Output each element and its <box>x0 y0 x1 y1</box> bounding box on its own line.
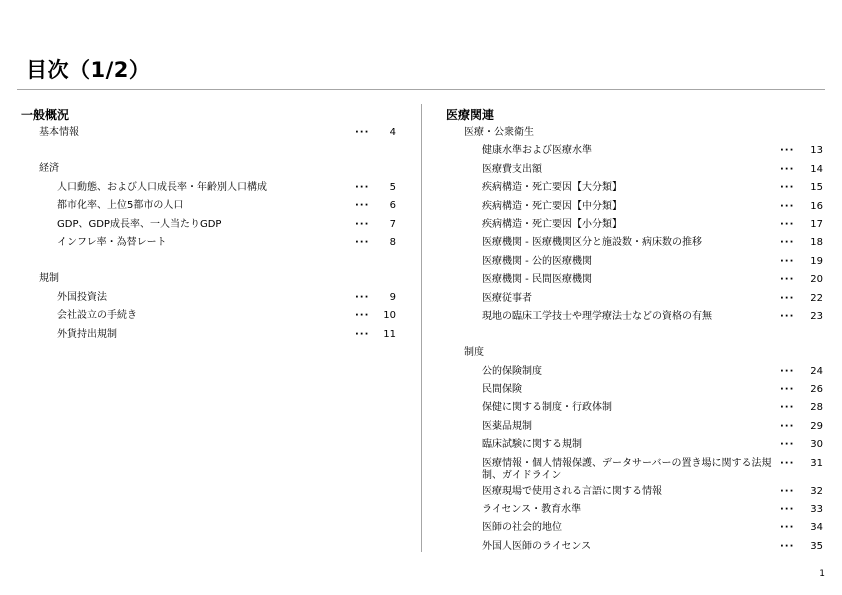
toc-entry-label: 健康水準および医療水準 <box>482 145 592 157</box>
toc-entry[interactable] <box>446 538 828 556</box>
toc-entry[interactable] <box>446 363 828 381</box>
toc-entry-label: 外国人医師のライセンス <box>482 540 592 552</box>
toc-entry-page: 20 <box>810 274 823 286</box>
toc-entry-page: 18 <box>810 237 823 249</box>
leader-dots: ··· <box>780 485 795 497</box>
toc-entry-label: 民間保険 <box>482 384 522 396</box>
toc-entry-label: 医療機関 - 公的医療機関 <box>482 255 592 267</box>
toc-entry-page: 31 <box>810 457 823 469</box>
toc-entry-page: 23 <box>810 310 823 322</box>
toc-entry-page: 4 <box>389 127 396 138</box>
toc-subsection <box>446 124 828 142</box>
toc-list-general <box>21 124 404 344</box>
toc-entry[interactable] <box>446 381 828 399</box>
toc-entry[interactable] <box>21 289 404 307</box>
toc-entry-label: GDP、GDP成長率、一人当たりGDP <box>57 218 222 230</box>
spacer <box>21 252 404 270</box>
page-number: 1 <box>819 569 825 579</box>
toc-entry-label: ライセンス・教育水準 <box>482 504 582 516</box>
toc-entry-label: 医薬品規制 <box>482 420 532 432</box>
toc-entry[interactable] <box>446 253 828 271</box>
spacer <box>446 326 828 344</box>
toc-entry-label: 医療現場で使用される言語に関する情報 <box>482 485 662 497</box>
toc-entry[interactable] <box>21 124 404 142</box>
toc-entry-label: 疾病構造・死亡要因【中分類】 <box>482 200 622 212</box>
toc-entry-label: 臨床試験に関する規制 <box>482 439 582 451</box>
toc-entry[interactable] <box>21 179 404 197</box>
toc-entry-page: 17 <box>810 218 823 230</box>
leader-dots: ··· <box>355 127 370 138</box>
toc-column-general <box>21 106 404 344</box>
toc-entry-page: 28 <box>810 402 823 414</box>
toc-entry-label: 医療情報・個人情報保護、データサーバーの置き場に関する法規制、ガイドライン <box>482 457 772 481</box>
toc-entry[interactable] <box>446 483 828 501</box>
toc-entry-page: 34 <box>810 522 823 534</box>
leader-dots: ··· <box>780 182 795 194</box>
toc-entry[interactable] <box>446 436 828 454</box>
toc-entry[interactable] <box>21 197 404 215</box>
toc-entry[interactable] <box>446 418 828 436</box>
toc-entry-page: 8 <box>389 236 396 248</box>
toc-entry-label: 制度 <box>464 347 484 359</box>
toc-entry[interactable] <box>446 234 828 252</box>
toc-entry[interactable] <box>446 501 828 519</box>
toc-entry-page: 9 <box>389 291 396 303</box>
leader-dots: ··· <box>780 420 795 432</box>
leader-dots: ··· <box>780 255 795 267</box>
toc-entry-page: 10 <box>383 310 396 322</box>
leader-dots: ··· <box>780 200 795 212</box>
leader-dots: ··· <box>780 384 795 396</box>
toc-subsection <box>446 344 828 362</box>
toc-entry-page: 26 <box>810 384 823 396</box>
toc-entry-label: 外国投資法 <box>57 291 107 303</box>
toc-subsection <box>21 160 404 178</box>
toc-entry[interactable] <box>446 142 828 160</box>
toc-entry-label: 人口動態、および人口成長率・年齢別人口構成 <box>57 181 267 193</box>
leader-dots: ··· <box>355 291 370 303</box>
toc-entry-page: 14 <box>810 163 823 175</box>
toc-entry-label: 医療費支出額 <box>482 163 542 175</box>
toc-entry-label: 外貨持出規制 <box>57 328 117 340</box>
leader-dots: ··· <box>780 504 795 516</box>
leader-dots: ··· <box>780 439 795 451</box>
toc-entry-page: 24 <box>810 365 823 377</box>
leader-dots: ··· <box>355 310 370 322</box>
toc-entry-label: 医療従事者 <box>482 292 532 304</box>
toc-entry-page: 29 <box>810 420 823 432</box>
section-heading-medical: 医療関連 <box>446 108 495 122</box>
toc-entry[interactable] <box>21 234 404 252</box>
spacer <box>21 142 404 160</box>
toc-entry-label: 公的保険制度 <box>482 365 542 377</box>
toc-entry-label: 疾病構造・死亡要因【大分類】 <box>482 182 622 194</box>
toc-entry[interactable] <box>446 198 828 216</box>
toc-entry-page: 22 <box>810 292 823 304</box>
leader-dots: ··· <box>780 237 795 249</box>
leader-dots: ··· <box>780 402 795 414</box>
toc-entry[interactable] <box>21 216 404 234</box>
toc-entry-page: 5 <box>389 181 396 193</box>
toc-entry-label: 基本情報 <box>39 127 79 138</box>
toc-entry-page: 16 <box>810 200 823 212</box>
toc-entry[interactable] <box>21 307 404 325</box>
toc-entry[interactable] <box>446 271 828 289</box>
toc-list-medical <box>446 124 828 556</box>
toc-entry-page: 33 <box>810 504 823 516</box>
toc-entry-page: 13 <box>810 145 823 157</box>
leader-dots: ··· <box>780 218 795 230</box>
toc-entry[interactable] <box>446 216 828 234</box>
toc-entry-label: 都市化率、上位5都市の人口 <box>57 200 184 212</box>
toc-entry-page: 15 <box>810 182 823 194</box>
toc-entry-page: 11 <box>383 328 396 340</box>
leader-dots: ··· <box>780 163 795 175</box>
leader-dots: ··· <box>780 457 795 469</box>
toc-subsection <box>21 270 404 288</box>
toc-column-medical <box>446 106 828 556</box>
toc-entry[interactable] <box>446 161 828 179</box>
toc-entry[interactable] <box>446 399 828 417</box>
toc-entry-label: 医療・公衆衛生 <box>464 127 534 138</box>
leader-dots: ··· <box>355 236 370 248</box>
leader-dots: ··· <box>355 328 370 340</box>
leader-dots: ··· <box>780 522 795 534</box>
toc-entry-label: 会社設立の手続き <box>57 310 137 322</box>
column-divider <box>421 104 422 552</box>
toc-entry[interactable] <box>446 308 828 326</box>
toc-entry-page: 32 <box>810 485 823 497</box>
toc-entry[interactable] <box>446 455 828 483</box>
toc-entry[interactable] <box>446 179 828 197</box>
toc-entry[interactable] <box>21 326 404 344</box>
leader-dots: ··· <box>780 365 795 377</box>
toc-entry-label: 規制 <box>39 273 59 285</box>
toc-entry-label: 保健に関する制度・行政体制 <box>482 402 612 414</box>
toc-entry-label: 医療機関 - 民間医療機関 <box>482 274 592 286</box>
toc-entry-label: インフレ率・為替レート <box>57 236 167 248</box>
section-heading-general: 一般概況 <box>21 108 70 122</box>
toc-entry-label: 経済 <box>39 163 59 175</box>
leader-dots: ··· <box>355 181 370 193</box>
title-divider <box>17 89 825 90</box>
toc-entry-label: 現地の臨床工学技士や理学療法士などの資格の有無 <box>482 310 712 322</box>
leader-dots: ··· <box>355 200 370 212</box>
leader-dots: ··· <box>780 145 795 157</box>
toc-entry-label: 疾病構造・死亡要因【小分類】 <box>482 218 622 230</box>
toc-entry[interactable] <box>446 519 828 537</box>
leader-dots: ··· <box>780 540 795 552</box>
leader-dots: ··· <box>780 310 795 322</box>
page-title: 目次（1/2） <box>26 58 151 82</box>
leader-dots: ··· <box>780 292 795 304</box>
toc-entry-page: 7 <box>389 218 396 230</box>
leader-dots: ··· <box>780 274 795 286</box>
toc-entry-label: 医療機関 - 医療機関区分と施設数・病床数の推移 <box>482 237 702 249</box>
toc-entry-page: 6 <box>389 200 396 212</box>
toc-entry-label: 医師の社会的地位 <box>482 522 562 534</box>
toc-entry-page: 19 <box>810 255 823 267</box>
toc-entry-page: 35 <box>810 540 823 552</box>
toc-entry[interactable] <box>446 290 828 308</box>
leader-dots: ··· <box>355 218 370 230</box>
toc-entry-page: 30 <box>810 439 823 451</box>
